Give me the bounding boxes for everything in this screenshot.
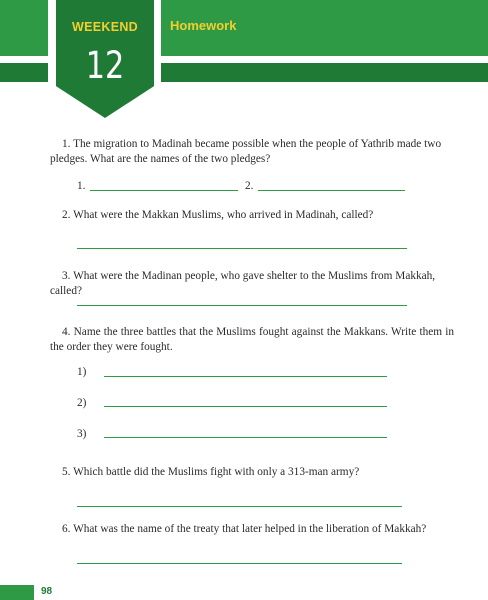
answer-line-1b[interactable]	[258, 190, 405, 191]
answer-line-3[interactable]	[77, 305, 407, 306]
answer-line-2[interactable]	[77, 248, 407, 249]
answer-line-4b[interactable]	[104, 406, 387, 407]
question-3: 3. What were the Madinan people, who gave shelter to the Muslims from Makkah, called?	[50, 270, 436, 297]
question-1: 1. The migration to Madinah became possible when the people of Yathrib made two pledges. What are the names of the two pledges?	[50, 138, 442, 165]
page-number: 98	[41, 586, 53, 597]
page-title: Homework	[170, 18, 237, 33]
question-5: 5. Which battle did the Muslims fight with only a 313-man army?	[62, 466, 360, 478]
answer-2-label: 2.	[245, 180, 254, 192]
battle-3-label: 3)	[77, 428, 87, 440]
answer-line-1a[interactable]	[90, 190, 238, 191]
answer-line-4c[interactable]	[104, 437, 387, 438]
answer-1-label: 1.	[77, 180, 86, 192]
header-band-left-bottom	[0, 63, 48, 82]
battle-2-label: 2)	[77, 397, 87, 409]
weekend-label: WEEKEND	[72, 20, 138, 34]
question-4: 4. Name the three battles that the Muslims fought against the Makkans. Write them in the order they were fought.	[50, 326, 454, 353]
battle-1-label: 1)	[77, 366, 87, 378]
question-6: 6. What was the name of the treaty that later helped in the liberation of Makkah?	[62, 523, 427, 535]
answer-line-4a[interactable]	[104, 376, 387, 377]
answer-line-6[interactable]	[77, 563, 402, 564]
weekend-number: 12	[85, 44, 125, 87]
header-band-right-bottom	[161, 63, 488, 82]
header-band-left-top	[0, 0, 48, 56]
footer-bar	[0, 585, 34, 600]
question-2: 2. What were the Makkan Muslims, who arrived in Madinah, called?	[62, 209, 374, 221]
answer-line-5[interactable]	[77, 506, 402, 507]
